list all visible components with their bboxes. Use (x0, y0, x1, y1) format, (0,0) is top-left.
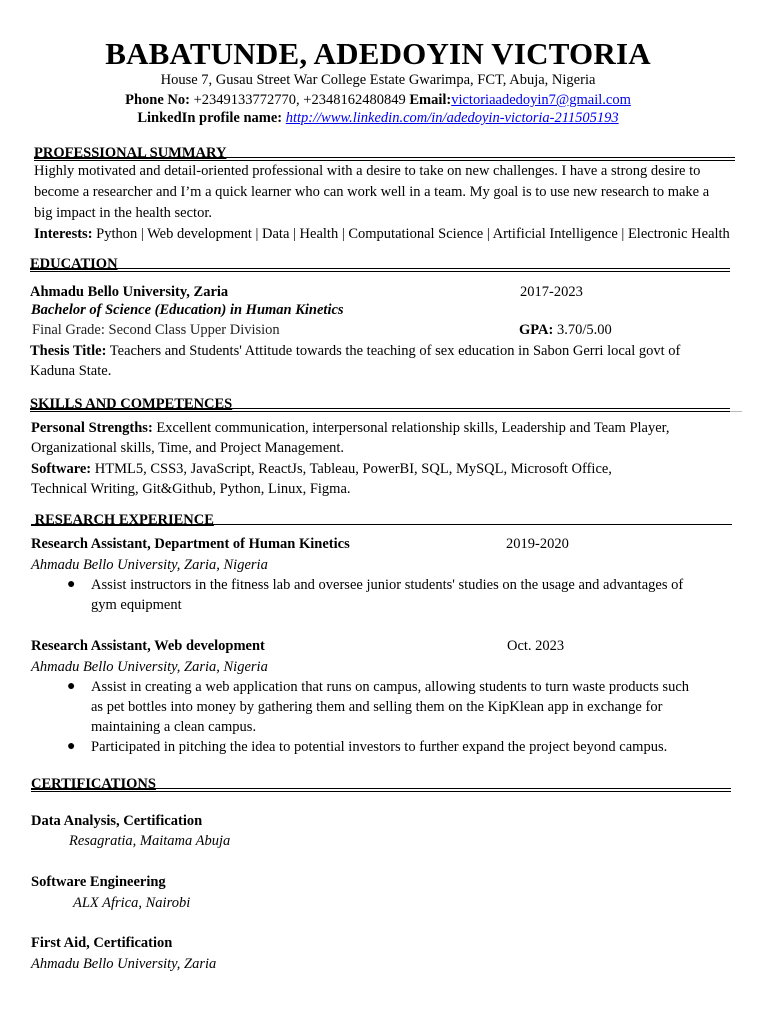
skills-rule-tail (730, 411, 742, 412)
phone-label: Phone No: (125, 92, 190, 108)
thesis (30, 341, 760, 381)
job1-date: 2019-2020 (506, 536, 569, 552)
interests-line (34, 224, 764, 244)
summary-text (34, 161, 764, 244)
education-school: Ahmadu Bello University, Zaria (30, 284, 229, 300)
skills-heading: SKILLS AND COMPETENCES (30, 396, 233, 412)
summary-heading: PROFESSIONAL SUMMARY (34, 145, 227, 161)
cert1-title: Data Analysis, Certification (31, 813, 203, 829)
job1-title: Research Assistant, Department of Human Kinetics (31, 536, 350, 552)
cert3-title: First Aid, Certification (31, 935, 173, 951)
cert2-title: Software Engineering (31, 874, 166, 890)
cert2-org: ALX Africa, Nairobi (73, 895, 191, 911)
education-degree: Bachelor of Science (Education) in Human Kinetics (31, 302, 344, 318)
thesis-label: Thesis Title: (30, 343, 107, 359)
candidate-name: BABATUNDE, ADEDOYIN VICTORIA (105, 36, 651, 71)
software-line: HTML5, CSS3, JavaScript, ReactJs, Tableau, PowerBI, SQL, MySQL, Microsoft Office, (91, 461, 612, 477)
strengths-line: Excellent communication, interpersonal relationship skills, Leadership and Team Player, (152, 420, 670, 436)
list-item: ● Participated in pitching the idea to potential investors to further expand the project beyond campus. (67, 739, 668, 755)
summary-line: Highly motivated and detail-oriented professional with a desire to take on new challenges. I have a strong desire to (34, 163, 701, 179)
email-label: Email: (409, 92, 452, 108)
research-rule (31, 524, 732, 525)
skills-text (31, 418, 761, 499)
strengths-label: Personal Strengths: (31, 420, 153, 436)
thesis-line: Teachers and Students' Attitude towards the teaching of sex education in Sabon Gerri local govt of (106, 343, 681, 359)
email-link[interactable]: victoriaadedoyin7@gmail.com (451, 92, 631, 108)
summary-line: big impact in the health sector. (34, 205, 212, 221)
bullet-icon: ● (67, 679, 76, 694)
summary-line: become a researcher and I’m a quick learner who can work well in a team. My goal is to use new research to make a (34, 184, 710, 200)
linkedin-label: LinkedIn profile name: (137, 110, 283, 126)
cert1-org: Resagratia, Maitama Abuja (69, 833, 231, 849)
linkedin-line (0, 108, 756, 128)
contact-line (0, 90, 756, 110)
job2-date: Oct. 2023 (507, 638, 565, 654)
job2-title: Research Assistant, Web development (31, 638, 265, 654)
list-item: ● Assist in creating a web application that runs on campus, allowing students to turn waste products such as pet bottles into money by gathering them and selling them on the KipKlean app in exchange for maintaining a clean campus. (67, 679, 690, 735)
address: House 7, Gusau Street War College Estate Gwarimpa, FCT, Abuja, Nigeria (160, 72, 596, 88)
cert3-org: Ahmadu Bello University, Zaria (31, 956, 217, 972)
gpa-value: 3.70/5.00 (553, 322, 612, 338)
job2-org: Ahmadu Bello University, Zaria, Nigeria (31, 659, 268, 675)
education-grade: Final Grade: Second Class Upper Division (32, 322, 280, 338)
education-heading: EDUCATION (30, 256, 118, 272)
phone-numbers: +2349133772770, +2348162480849 (189, 92, 410, 108)
software-label: Software: (31, 461, 92, 477)
interests-label: Interests: (34, 226, 93, 242)
certifications-rule (31, 788, 731, 792)
education-gpa (519, 320, 612, 340)
job1-bullets (31, 575, 716, 615)
job2-bullets (31, 677, 716, 757)
education-rule (30, 268, 730, 272)
bullet-icon: ● (67, 739, 76, 754)
gpa-label: GPA: (519, 322, 554, 338)
thesis-line: Kaduna State. (30, 363, 112, 379)
education-years: 2017-2023 (520, 284, 583, 300)
skills-rule (30, 408, 730, 412)
bullet-icon: ● (67, 577, 76, 592)
research-heading: RESEARCH EXPERIENCE (31, 512, 214, 528)
software-line: Technical Writing, Git&Github, Python, Linux, Figma. (31, 481, 351, 497)
job1-org: Ahmadu Bello University, Zaria, Nigeria (31, 557, 268, 573)
list-item: ● Assist instructors in the fitness lab and oversee junior students' studies on the usage and advantages of gym equipment (67, 577, 684, 613)
interests-list: Python | Web development | Data | Health | Computational Science | Artificial Intelligence | Electronic Health (92, 226, 730, 242)
linkedin-link[interactable]: http://www.linkedin.com/in/adedoyin-victoria-211505193 (285, 110, 619, 126)
certifications-heading: CERTIFICATIONS (31, 776, 156, 792)
strengths-line: Organizational skills, Time, and Project Management. (31, 440, 345, 456)
